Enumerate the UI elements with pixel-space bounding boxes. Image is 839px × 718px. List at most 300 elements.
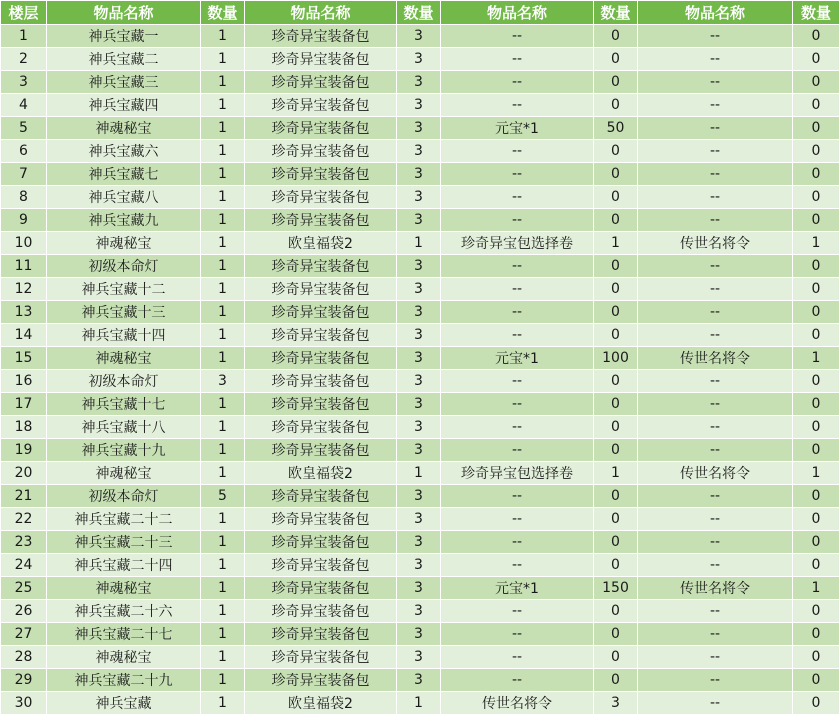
- item-name-3-cell: --: [441, 416, 594, 439]
- quantity-1-cell: 1: [201, 347, 245, 370]
- header-item-name-4: 物品名称: [638, 1, 793, 25]
- item-name-2-cell: 珍奇异宝装备包: [245, 301, 397, 324]
- table-row: [1, 278, 839, 301]
- floor-cell: 13: [1, 301, 47, 324]
- quantity-4-cell: 0: [793, 393, 839, 416]
- item-name-1-cell: 神兵宝藏一: [47, 25, 201, 48]
- quantity-4-cell: 0: [793, 71, 839, 94]
- item-name-3-cell: --: [441, 439, 594, 462]
- quantity-2-cell: 3: [397, 485, 441, 508]
- quantity-2-cell: 3: [397, 577, 441, 600]
- item-name-4-cell: --: [638, 94, 793, 117]
- item-name-4-cell: 传世名将令: [638, 462, 793, 485]
- item-name-4-cell: 传世名将令: [638, 347, 793, 370]
- floor-cell: 28: [1, 646, 47, 669]
- item-name-1-cell: 神兵宝藏六: [47, 140, 201, 163]
- quantity-1-cell: 1: [201, 71, 245, 94]
- item-name-3-cell: --: [441, 600, 594, 623]
- item-name-2-cell: 珍奇异宝装备包: [245, 117, 397, 140]
- item-name-3-cell: --: [441, 25, 594, 48]
- item-name-4-cell: --: [638, 600, 793, 623]
- floor-cell: 24: [1, 554, 47, 577]
- quantity-2-cell: 3: [397, 600, 441, 623]
- floor-cell: 25: [1, 577, 47, 600]
- table-row: [1, 577, 839, 600]
- quantity-2-cell: 3: [397, 209, 441, 232]
- header-quantity-3: 数量: [594, 1, 638, 25]
- header-item-name-3: 物品名称: [441, 1, 594, 25]
- item-name-2-cell: 珍奇异宝装备包: [245, 554, 397, 577]
- quantity-4-cell: 0: [793, 623, 839, 646]
- item-name-4-cell: --: [638, 25, 793, 48]
- quantity-2-cell: 3: [397, 186, 441, 209]
- quantity-3-cell: 0: [594, 94, 638, 117]
- quantity-2-cell: 3: [397, 140, 441, 163]
- table-row: [1, 416, 839, 439]
- item-name-2-cell: 珍奇异宝装备包: [245, 370, 397, 393]
- item-name-3-cell: --: [441, 370, 594, 393]
- quantity-1-cell: 1: [201, 209, 245, 232]
- quantity-2-cell: 3: [397, 393, 441, 416]
- item-name-2-cell: 珍奇异宝装备包: [245, 577, 397, 600]
- quantity-3-cell: 0: [594, 485, 638, 508]
- item-name-2-cell: 欧皇福袋2: [245, 462, 397, 485]
- quantity-3-cell: 0: [594, 370, 638, 393]
- quantity-1-cell: 1: [201, 140, 245, 163]
- floor-cell: 19: [1, 439, 47, 462]
- floor-cell: 30: [1, 692, 47, 715]
- item-name-2-cell: 欧皇福袋2: [245, 232, 397, 255]
- item-name-3-cell: 珍奇异宝包选择卷: [441, 232, 594, 255]
- quantity-1-cell: 1: [201, 393, 245, 416]
- item-name-3-cell: --: [441, 140, 594, 163]
- table-row: [1, 531, 839, 554]
- floor-cell: 2: [1, 48, 47, 71]
- item-name-3-cell: --: [441, 554, 594, 577]
- quantity-3-cell: 0: [594, 508, 638, 531]
- quantity-4-cell: 0: [793, 669, 839, 692]
- table-row: [1, 393, 839, 416]
- item-name-2-cell: 珍奇异宝装备包: [245, 163, 397, 186]
- quantity-3-cell: 0: [594, 255, 638, 278]
- item-name-3-cell: --: [441, 186, 594, 209]
- quantity-1-cell: 1: [201, 646, 245, 669]
- quantity-1-cell: 1: [201, 301, 245, 324]
- quantity-4-cell: 0: [793, 117, 839, 140]
- item-name-4-cell: --: [638, 623, 793, 646]
- floor-cell: 20: [1, 462, 47, 485]
- item-name-3-cell: --: [441, 301, 594, 324]
- floor-cell: 6: [1, 140, 47, 163]
- quantity-3-cell: 0: [594, 163, 638, 186]
- item-name-4-cell: --: [638, 163, 793, 186]
- table-row: [1, 669, 839, 692]
- item-name-2-cell: 珍奇异宝装备包: [245, 347, 397, 370]
- quantity-4-cell: 0: [793, 301, 839, 324]
- item-name-2-cell: 珍奇异宝装备包: [245, 48, 397, 71]
- item-name-1-cell: 神兵宝藏二十三: [47, 531, 201, 554]
- quantity-3-cell: 1: [594, 232, 638, 255]
- item-name-3-cell: --: [441, 278, 594, 301]
- floor-cell: 5: [1, 117, 47, 140]
- floor-cell: 4: [1, 94, 47, 117]
- item-name-3-cell: --: [441, 485, 594, 508]
- table-row: [1, 462, 839, 485]
- item-name-2-cell: 珍奇异宝装备包: [245, 508, 397, 531]
- quantity-2-cell: 3: [397, 94, 441, 117]
- quantity-3-cell: 0: [594, 531, 638, 554]
- item-name-3-cell: 元宝*1: [441, 347, 594, 370]
- item-name-4-cell: --: [638, 669, 793, 692]
- quantity-2-cell: 3: [397, 416, 441, 439]
- quantity-4-cell: 0: [793, 324, 839, 347]
- quantity-4-cell: 0: [793, 370, 839, 393]
- header-quantity-4: 数量: [793, 1, 839, 25]
- item-name-1-cell: 神魂秘宝: [47, 646, 201, 669]
- quantity-4-cell: 1: [793, 232, 839, 255]
- item-name-3-cell: --: [441, 94, 594, 117]
- floor-cell: 10: [1, 232, 47, 255]
- quantity-1-cell: 1: [201, 117, 245, 140]
- quantity-2-cell: 3: [397, 554, 441, 577]
- floor-cell: 12: [1, 278, 47, 301]
- quantity-2-cell: 1: [397, 462, 441, 485]
- header-quantity-1: 数量: [201, 1, 245, 25]
- item-name-1-cell: 神兵宝藏七: [47, 163, 201, 186]
- quantity-3-cell: 0: [594, 669, 638, 692]
- item-name-4-cell: --: [638, 485, 793, 508]
- item-name-4-cell: --: [638, 439, 793, 462]
- item-name-4-cell: --: [638, 508, 793, 531]
- item-name-2-cell: 珍奇异宝装备包: [245, 485, 397, 508]
- item-name-2-cell: 珍奇异宝装备包: [245, 94, 397, 117]
- item-name-4-cell: --: [638, 117, 793, 140]
- quantity-3-cell: 0: [594, 324, 638, 347]
- quantity-3-cell: 50: [594, 117, 638, 140]
- quantity-4-cell: 0: [793, 692, 839, 715]
- floor-cell: 7: [1, 163, 47, 186]
- item-name-3-cell: 传世名将令: [441, 692, 594, 715]
- quantity-1-cell: 3: [201, 370, 245, 393]
- table-row: [1, 117, 839, 140]
- item-name-1-cell: 神兵宝藏二: [47, 48, 201, 71]
- item-name-3-cell: --: [441, 324, 594, 347]
- item-name-4-cell: --: [638, 324, 793, 347]
- item-name-1-cell: 神兵宝藏九: [47, 209, 201, 232]
- item-name-3-cell: --: [441, 255, 594, 278]
- item-name-1-cell: 神兵宝藏二十四: [47, 554, 201, 577]
- item-name-2-cell: 珍奇异宝装备包: [245, 623, 397, 646]
- quantity-2-cell: 3: [397, 508, 441, 531]
- item-name-1-cell: 神兵宝藏二十七: [47, 623, 201, 646]
- quantity-3-cell: 0: [594, 209, 638, 232]
- quantity-1-cell: 1: [201, 48, 245, 71]
- item-name-2-cell: 珍奇异宝装备包: [245, 439, 397, 462]
- item-name-1-cell: 神魂秘宝: [47, 347, 201, 370]
- table-row: [1, 646, 839, 669]
- table-row: [1, 554, 839, 577]
- item-name-2-cell: 珍奇异宝装备包: [245, 25, 397, 48]
- quantity-1-cell: 1: [201, 600, 245, 623]
- item-name-1-cell: 神兵宝藏二十六: [47, 600, 201, 623]
- item-name-3-cell: --: [441, 48, 594, 71]
- quantity-3-cell: 100: [594, 347, 638, 370]
- item-name-4-cell: --: [638, 393, 793, 416]
- quantity-1-cell: 1: [201, 531, 245, 554]
- quantity-3-cell: 0: [594, 416, 638, 439]
- item-name-2-cell: 珍奇异宝装备包: [245, 393, 397, 416]
- quantity-2-cell: 1: [397, 232, 441, 255]
- quantity-1-cell: 1: [201, 416, 245, 439]
- item-name-4-cell: --: [638, 48, 793, 71]
- item-name-1-cell: 初级本命灯: [47, 370, 201, 393]
- item-name-3-cell: --: [441, 531, 594, 554]
- item-name-4-cell: --: [638, 140, 793, 163]
- quantity-1-cell: 1: [201, 25, 245, 48]
- quantity-3-cell: 0: [594, 186, 638, 209]
- quantity-2-cell: 3: [397, 278, 441, 301]
- item-name-4-cell: --: [638, 209, 793, 232]
- table-row: [1, 508, 839, 531]
- floor-cell: 17: [1, 393, 47, 416]
- floor-cell: 22: [1, 508, 47, 531]
- quantity-3-cell: 0: [594, 600, 638, 623]
- floor-cell: 1: [1, 25, 47, 48]
- quantity-4-cell: 0: [793, 278, 839, 301]
- header-item-name-2: 物品名称: [245, 1, 397, 25]
- item-name-4-cell: --: [638, 278, 793, 301]
- floor-cell: 29: [1, 669, 47, 692]
- quantity-3-cell: 0: [594, 278, 638, 301]
- quantity-1-cell: 1: [201, 692, 245, 715]
- item-name-2-cell: 珍奇异宝装备包: [245, 140, 397, 163]
- quantity-1-cell: 1: [201, 324, 245, 347]
- quantity-2-cell: 3: [397, 531, 441, 554]
- item-name-1-cell: 神兵宝藏十二: [47, 278, 201, 301]
- quantity-4-cell: 0: [793, 94, 839, 117]
- item-name-1-cell: 神兵宝藏四: [47, 94, 201, 117]
- item-name-4-cell: --: [638, 71, 793, 94]
- quantity-2-cell: 3: [397, 324, 441, 347]
- quantity-1-cell: 1: [201, 554, 245, 577]
- item-name-3-cell: 元宝*1: [441, 577, 594, 600]
- item-name-1-cell: 神兵宝藏十四: [47, 324, 201, 347]
- quantity-2-cell: 3: [397, 347, 441, 370]
- quantity-1-cell: 1: [201, 669, 245, 692]
- quantity-1-cell: 1: [201, 508, 245, 531]
- quantity-4-cell: 1: [793, 577, 839, 600]
- table-row: [1, 163, 839, 186]
- item-name-1-cell: 神兵宝藏八: [47, 186, 201, 209]
- floor-cell: 9: [1, 209, 47, 232]
- item-name-2-cell: 珍奇异宝装备包: [245, 669, 397, 692]
- quantity-4-cell: 0: [793, 163, 839, 186]
- quantity-3-cell: 0: [594, 439, 638, 462]
- floor-cell: 27: [1, 623, 47, 646]
- quantity-3-cell: 0: [594, 554, 638, 577]
- quantity-1-cell: 1: [201, 577, 245, 600]
- quantity-4-cell: 0: [793, 209, 839, 232]
- item-name-1-cell: 神兵宝藏十八: [47, 416, 201, 439]
- quantity-3-cell: 1: [594, 462, 638, 485]
- quantity-3-cell: 3: [594, 692, 638, 715]
- quantity-4-cell: 0: [793, 186, 839, 209]
- item-name-4-cell: --: [638, 646, 793, 669]
- quantity-2-cell: 3: [397, 669, 441, 692]
- quantity-4-cell: 0: [793, 485, 839, 508]
- item-name-2-cell: 珍奇异宝装备包: [245, 278, 397, 301]
- quantity-2-cell: 3: [397, 163, 441, 186]
- quantity-1-cell: 1: [201, 623, 245, 646]
- table-row: [1, 94, 839, 117]
- item-name-1-cell: 神兵宝藏三: [47, 71, 201, 94]
- quantity-1-cell: 5: [201, 485, 245, 508]
- floor-cell: 26: [1, 600, 47, 623]
- quantity-2-cell: 3: [397, 71, 441, 94]
- quantity-2-cell: 3: [397, 48, 441, 71]
- item-name-3-cell: 元宝*1: [441, 117, 594, 140]
- floor-cell: 21: [1, 485, 47, 508]
- item-name-4-cell: 传世名将令: [638, 232, 793, 255]
- quantity-1-cell: 1: [201, 186, 245, 209]
- item-name-2-cell: 珍奇异宝装备包: [245, 646, 397, 669]
- item-name-3-cell: --: [441, 209, 594, 232]
- quantity-2-cell: 3: [397, 623, 441, 646]
- item-name-1-cell: 神魂秘宝: [47, 232, 201, 255]
- item-name-1-cell: 神兵宝藏二十二: [47, 508, 201, 531]
- quantity-4-cell: 0: [793, 554, 839, 577]
- quantity-4-cell: 0: [793, 508, 839, 531]
- quantity-1-cell: 1: [201, 278, 245, 301]
- quantity-1-cell: 1: [201, 163, 245, 186]
- item-name-4-cell: --: [638, 186, 793, 209]
- floor-cell: 14: [1, 324, 47, 347]
- quantity-2-cell: 3: [397, 301, 441, 324]
- quantity-3-cell: 0: [594, 25, 638, 48]
- item-name-1-cell: 初级本命灯: [47, 485, 201, 508]
- quantity-4-cell: 0: [793, 439, 839, 462]
- table-row: [1, 370, 839, 393]
- quantity-3-cell: 0: [594, 646, 638, 669]
- quantity-1-cell: 1: [201, 439, 245, 462]
- table-row: [1, 71, 839, 94]
- quantity-4-cell: 1: [793, 347, 839, 370]
- item-name-2-cell: 珍奇异宝装备包: [245, 416, 397, 439]
- item-name-3-cell: --: [441, 646, 594, 669]
- quantity-3-cell: 0: [594, 140, 638, 163]
- item-name-2-cell: 珍奇异宝装备包: [245, 531, 397, 554]
- item-name-3-cell: --: [441, 623, 594, 646]
- quantity-2-cell: 3: [397, 370, 441, 393]
- item-name-4-cell: --: [638, 692, 793, 715]
- table-body: [1, 25, 839, 715]
- table-row: [1, 485, 839, 508]
- table-row: [1, 324, 839, 347]
- item-name-2-cell: 珍奇异宝装备包: [245, 324, 397, 347]
- table-row: [1, 209, 839, 232]
- header-floor: 楼层: [1, 1, 47, 25]
- table-row: [1, 48, 839, 71]
- item-name-4-cell: --: [638, 531, 793, 554]
- floor-cell: 15: [1, 347, 47, 370]
- quantity-4-cell: 0: [793, 255, 839, 278]
- item-name-2-cell: 珍奇异宝装备包: [245, 186, 397, 209]
- quantity-3-cell: 0: [594, 393, 638, 416]
- floor-cell: 16: [1, 370, 47, 393]
- item-name-2-cell: 珍奇异宝装备包: [245, 255, 397, 278]
- quantity-2-cell: 3: [397, 646, 441, 669]
- table-row: [1, 600, 839, 623]
- item-name-1-cell: 神兵宝藏十九: [47, 439, 201, 462]
- item-name-2-cell: 珍奇异宝装备包: [245, 600, 397, 623]
- quantity-3-cell: 0: [594, 48, 638, 71]
- floor-cell: 18: [1, 416, 47, 439]
- table-row: [1, 439, 839, 462]
- quantity-1-cell: 1: [201, 232, 245, 255]
- quantity-4-cell: 0: [793, 140, 839, 163]
- item-name-1-cell: 初级本命灯: [47, 255, 201, 278]
- item-name-3-cell: --: [441, 393, 594, 416]
- item-name-4-cell: --: [638, 370, 793, 393]
- quantity-2-cell: 3: [397, 439, 441, 462]
- quantity-1-cell: 1: [201, 94, 245, 117]
- header-row: [1, 1, 839, 25]
- item-name-4-cell: --: [638, 301, 793, 324]
- item-name-3-cell: 珍奇异宝包选择卷: [441, 462, 594, 485]
- item-name-3-cell: --: [441, 669, 594, 692]
- item-name-2-cell: 珍奇异宝装备包: [245, 209, 397, 232]
- item-name-3-cell: --: [441, 508, 594, 531]
- floor-cell: 23: [1, 531, 47, 554]
- item-name-1-cell: 神魂秘宝: [47, 577, 201, 600]
- header-item-name-1: 物品名称: [47, 1, 201, 25]
- quantity-1-cell: 1: [201, 255, 245, 278]
- table-row: [1, 347, 839, 370]
- table-row: [1, 232, 839, 255]
- quantity-4-cell: 0: [793, 646, 839, 669]
- item-name-1-cell: 神兵宝藏二十九: [47, 669, 201, 692]
- item-name-4-cell: --: [638, 554, 793, 577]
- table-row: [1, 140, 839, 163]
- floor-cell: 11: [1, 255, 47, 278]
- quantity-3-cell: 150: [594, 577, 638, 600]
- quantity-4-cell: 0: [793, 600, 839, 623]
- table-row: [1, 255, 839, 278]
- quantity-2-cell: 3: [397, 255, 441, 278]
- item-name-1-cell: 神魂秘宝: [47, 117, 201, 140]
- quantity-4-cell: 0: [793, 531, 839, 554]
- quantity-4-cell: 0: [793, 48, 839, 71]
- floor-cell: 3: [1, 71, 47, 94]
- item-name-3-cell: --: [441, 163, 594, 186]
- quantity-4-cell: 1: [793, 462, 839, 485]
- item-name-2-cell: 珍奇异宝装备包: [245, 71, 397, 94]
- quantity-1-cell: 1: [201, 462, 245, 485]
- quantity-4-cell: 0: [793, 416, 839, 439]
- item-name-1-cell: 神兵宝藏十七: [47, 393, 201, 416]
- item-name-1-cell: 神兵宝藏: [47, 692, 201, 715]
- item-name-4-cell: --: [638, 255, 793, 278]
- table-row: [1, 623, 839, 646]
- table-row: [1, 692, 839, 715]
- table-row: [1, 301, 839, 324]
- item-name-4-cell: --: [638, 416, 793, 439]
- quantity-2-cell: 3: [397, 25, 441, 48]
- floor-cell: 8: [1, 186, 47, 209]
- item-name-2-cell: 欧皇福袋2: [245, 692, 397, 715]
- quantity-4-cell: 0: [793, 25, 839, 48]
- item-name-3-cell: --: [441, 71, 594, 94]
